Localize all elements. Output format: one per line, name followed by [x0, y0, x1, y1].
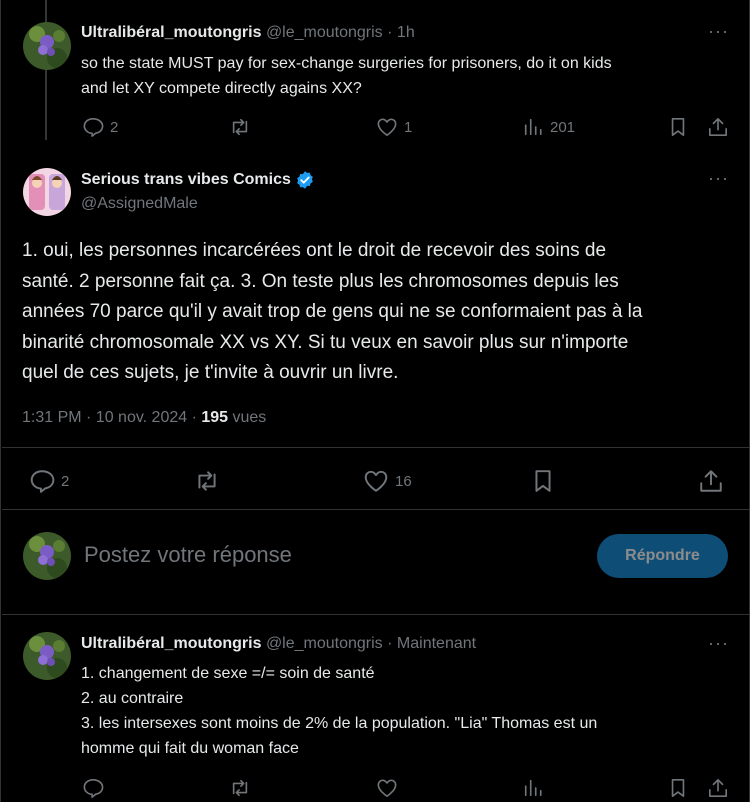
view-count: 201	[550, 118, 576, 136]
reply-icon	[29, 469, 55, 493]
tweet-text-line: 1. changement de sexe =/= soin de santé	[81, 665, 375, 682]
author-handle[interactable]: @le_moutongris	[265, 24, 383, 41]
repost-icon	[229, 117, 251, 137]
view-count: 195	[201, 409, 229, 426]
more-options-icon[interactable]: ···	[708, 633, 729, 653]
author-name[interactable]: Ultralibéral_moutongris	[81, 635, 262, 652]
tweet3-header	[81, 635, 476, 653]
views-chart-icon	[522, 778, 544, 798]
like-count: 16	[395, 472, 412, 490]
reply-button[interactable]	[29, 469, 69, 493]
bookmark-button[interactable]	[668, 117, 688, 137]
author-handle[interactable]: @AssignedMale	[81, 195, 198, 212]
tweet-text-line: binarité chromosomale XX vs XY. Si tu veux en savoir plus sur n'importe	[22, 331, 629, 353]
share-button[interactable]	[707, 778, 729, 798]
avatar-moutongris[interactable]	[23, 22, 71, 70]
share-icon	[698, 469, 724, 493]
tweet-time[interactable]: · 1h	[387, 24, 415, 41]
heart-icon	[376, 117, 398, 137]
tweet1-header	[81, 24, 415, 42]
main-tweet-text	[22, 236, 737, 389]
heart-icon	[376, 778, 398, 798]
tweet3-text	[81, 661, 597, 761]
reply-icon	[82, 117, 104, 137]
views-label: vues	[228, 409, 267, 426]
avatar-self[interactable]	[23, 532, 71, 580]
author-name[interactable]: Ultralibéral_moutongris	[81, 24, 262, 41]
tweet-time[interactable]: · Maintenant	[387, 635, 477, 652]
author-name[interactable]: Serious trans vibes Comics	[81, 171, 291, 188]
like-button[interactable]	[363, 469, 412, 493]
tweet-text-line: quel de ces sujets, je t'invite à ouvrir un livre.	[22, 362, 399, 383]
bookmark-icon	[668, 117, 688, 137]
like-count: 1	[404, 118, 413, 136]
bookmark-button[interactable]	[531, 469, 555, 493]
views-button[interactable]	[522, 778, 544, 798]
divider	[2, 614, 750, 615]
share-button[interactable]	[698, 469, 724, 493]
reply-button[interactable]	[82, 117, 118, 137]
more-options-icon[interactable]: ···	[708, 168, 729, 188]
tweet-meta	[22, 409, 266, 427]
tweet-timestamp[interactable]: 1:31 PM · 10 nov. 2024 ·	[22, 409, 202, 426]
like-button[interactable]	[376, 117, 412, 137]
views-chart-icon	[522, 117, 544, 137]
bookmark-icon	[531, 469, 555, 493]
more-options-icon[interactable]: ···	[708, 21, 729, 41]
thread-line	[45, 0, 47, 140]
main-tweet-author	[81, 170, 315, 190]
views-button[interactable]	[522, 117, 575, 137]
author-handle[interactable]: @le_moutongris	[265, 635, 383, 652]
avatar-assignedmale[interactable]	[23, 168, 71, 216]
tweet-text-line: 2. au contraire	[81, 690, 184, 707]
reply-count: 2	[110, 118, 119, 136]
share-icon	[707, 778, 729, 798]
tweet-text-line: années 70 parce qu'il y avait trop de gens qui ne se conformaient pas à la	[22, 301, 643, 322]
reply-icon	[82, 778, 104, 798]
divider	[2, 447, 750, 448]
tweet-text-line: and let XY compete directly agains XX?	[81, 80, 362, 97]
repost-button[interactable]	[229, 117, 251, 137]
repost-icon	[194, 469, 220, 493]
tweet-text-line: so the state MUST pay for sex-change surgeries for prisoners, do it on kids	[81, 55, 612, 72]
repost-button[interactable]	[194, 469, 220, 493]
tweet-text-line: 3. les intersexes sont moins de 2% de la population. "Lia" Thomas est un	[81, 715, 598, 732]
reply-button[interactable]	[82, 778, 104, 798]
reply-submit-button[interactable]: Répondre	[597, 534, 728, 578]
bookmark-icon	[668, 778, 688, 798]
reply-input[interactable]: Postez votre réponse	[84, 542, 292, 567]
reply-count: 2	[61, 472, 70, 490]
tweet1-text	[81, 51, 612, 101]
tweet-text-line: homme qui fait du woman face	[81, 740, 299, 757]
divider	[2, 509, 750, 510]
tweet-text-line: 1. oui, les personnes incarcérées ont le droit de recevoir des soins de	[22, 240, 607, 261]
repost-button[interactable]	[229, 778, 251, 798]
tweet-text-line: santé. 2 personne fait ça. 3. On teste plus les chromosomes depuis les	[22, 270, 619, 292]
repost-icon	[229, 778, 251, 798]
avatar-moutongris[interactable]	[23, 632, 71, 680]
verified-badge-icon	[295, 170, 315, 190]
like-button[interactable]	[376, 778, 398, 798]
bookmark-button[interactable]	[668, 778, 688, 798]
share-icon	[707, 117, 729, 137]
share-button[interactable]	[707, 117, 729, 137]
heart-icon	[363, 469, 389, 493]
